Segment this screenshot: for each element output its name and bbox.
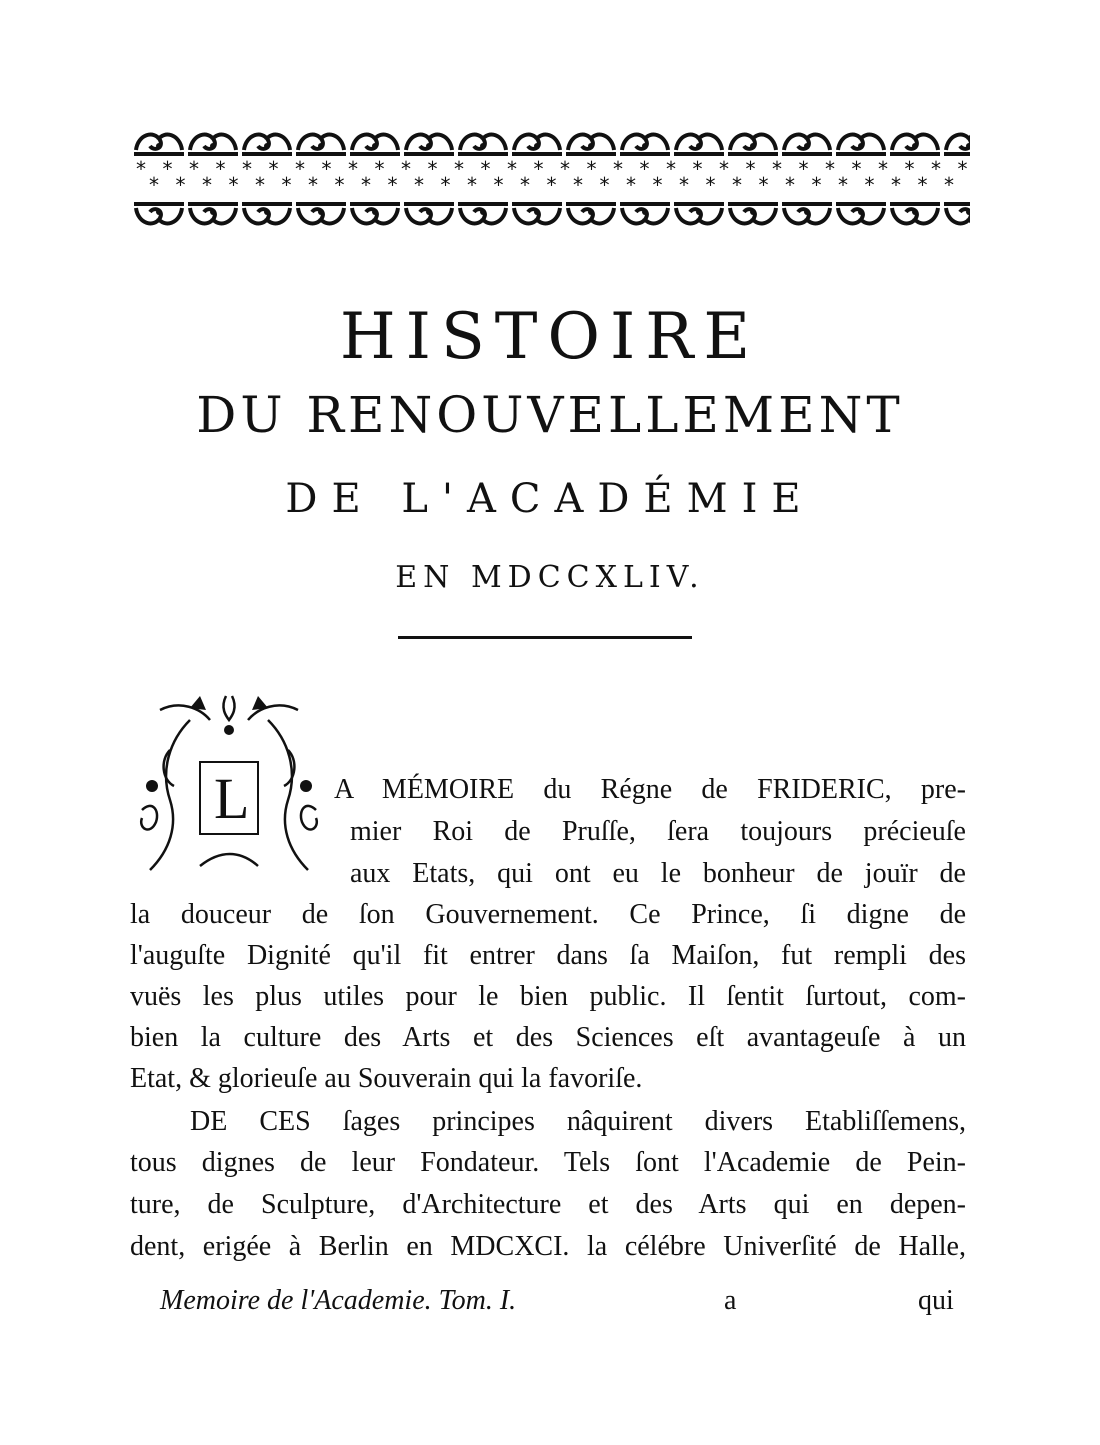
ornament-scroll: [296, 202, 346, 223]
body-line-9: DE CES ſages principes nâquirent divers Etabliſſemens,: [190, 1106, 966, 1137]
ornament-scroll: [296, 135, 346, 156]
ornament-scroll: [566, 202, 616, 223]
ornament-star: *: [891, 173, 901, 196]
body-line-4: la douceur de ſon Gouvernement. Ce Prince, ſi digne de: [130, 899, 966, 930]
ornament-scroll: [836, 135, 886, 156]
signature-mark: a: [724, 1285, 737, 1316]
ornament-star: *: [401, 160, 411, 181]
drop-cap-letter: L: [214, 766, 250, 831]
decorated-initial: [130, 690, 328, 886]
ornament-band-bottom: [132, 198, 970, 232]
ornament-star: *: [811, 173, 822, 196]
ornament-scroll: [836, 202, 886, 223]
ornament-star: *: [493, 173, 504, 196]
ornament-scroll: [458, 202, 508, 223]
ornament-star: *: [189, 160, 199, 181]
ornament-star: *: [586, 160, 597, 181]
ornament-scroll: [674, 202, 724, 223]
ornament-scroll: [890, 135, 940, 156]
body-line-12: dent, erigée à Berlin en MDCXCI. la célébre Univerſité de Halle,: [130, 1231, 966, 1262]
ornament-scroll: [782, 202, 832, 223]
ornament-star: *: [348, 160, 358, 181]
ornament-scroll: [350, 135, 400, 156]
ornament-scroll: [242, 202, 292, 223]
ornament-star: *: [705, 173, 716, 196]
ornament-star: *: [228, 173, 239, 196]
ornament-star: *: [533, 160, 544, 181]
ornament-star: *: [175, 173, 186, 196]
page-title: HISTOIRE: [339, 300, 761, 374]
body-line-1: A MÉMOIRE du Régne de FRIDERIC, pre-: [334, 774, 966, 805]
ornament-star: *: [295, 160, 305, 181]
ornament-star: *: [308, 173, 318, 196]
ornament-scroll: [728, 202, 778, 223]
ornament-star: *: [825, 160, 835, 181]
ornament-star: *: [374, 160, 385, 181]
ornament-star: *: [878, 160, 888, 181]
ornament-star: *: [387, 173, 398, 196]
ornament-star: *: [242, 160, 252, 181]
body-line-5: l'auguſte Dignité qu'il fit entrer dans ſa Maiſon, fut rempli des: [130, 940, 966, 971]
ornament-star: *: [679, 173, 689, 196]
ornament-star: *: [361, 173, 371, 196]
ornament-star: *: [281, 173, 292, 196]
ornament-star: *: [758, 173, 769, 196]
ornament-star: *: [454, 160, 464, 181]
ornament-star: *: [772, 160, 782, 181]
ornament-scroll: [782, 135, 832, 156]
ornament-star: *: [613, 160, 623, 181]
ornament-scroll: [350, 202, 400, 223]
ornament-star: *: [944, 173, 954, 196]
ornament-star: *: [917, 173, 928, 196]
ornament-star: *: [838, 173, 848, 196]
body-line-7: bien la culture des Arts et des Sciences eſt avantageuſe à un: [130, 1022, 966, 1053]
ornament-star: *: [149, 173, 159, 196]
ornament-scroll: [404, 135, 454, 156]
ornament-star: *: [745, 160, 756, 181]
body-line-10: tous dignes de leur Fondateur. Tels ſont l'Academie de Pein-: [130, 1147, 966, 1178]
ornament-scroll: [134, 135, 184, 156]
ornament-scroll: [728, 135, 778, 156]
ornament-star: *: [268, 160, 279, 181]
ornament-star: *: [957, 160, 968, 181]
ornament-scroll: [512, 135, 562, 156]
ornament-star: *: [467, 173, 477, 196]
body-line-2: mier Roi de Pruſſe, ſera toujours précieuſe: [350, 816, 966, 847]
body-line-8: Etat, & glorieuſe au Souverain qui la favoriſe.: [130, 1063, 643, 1094]
ornament-scroll: [404, 202, 454, 223]
page-subtitle: DU RENOUVELLEMENT: [196, 386, 904, 444]
ornament-scroll: [944, 202, 970, 223]
ornament-star: *: [480, 160, 491, 181]
title-rule-divider: [398, 636, 692, 639]
body-line-3: aux Etats, qui ont eu le bonheur de jouïr de: [350, 858, 966, 889]
ornament-star: *: [520, 173, 530, 196]
ornament-scroll: [620, 202, 670, 223]
ornament-scroll: [512, 202, 562, 223]
page-subtitle-academie: DE L'ACADÉMIE: [285, 476, 815, 522]
ornament-star: *: [321, 160, 332, 181]
ornament-star: *: [560, 160, 570, 181]
ornament-star: *: [162, 160, 173, 181]
ornament-scroll: [674, 135, 724, 156]
ornament-star: *: [414, 173, 424, 196]
ornament-scroll: [458, 135, 508, 156]
ornament-star: *: [652, 173, 663, 196]
ornament-scroll: [890, 202, 940, 223]
ornament-star: *: [732, 173, 742, 196]
ornament-band-top: [132, 126, 970, 160]
ornament-star: *: [931, 160, 941, 181]
ornament-star: *: [546, 173, 557, 196]
ornament-scroll: [944, 135, 970, 156]
ornament-star: *: [851, 160, 862, 181]
catchword: qui: [918, 1285, 954, 1316]
ornament-star: *: [626, 173, 636, 196]
ornament-star: *: [255, 173, 265, 196]
ornament-star: *: [440, 173, 451, 196]
page-subtitle-year: EN MDCCXLIV.: [395, 560, 705, 595]
ornament-star: *: [864, 173, 875, 196]
running-footer-title: Memoire de l'Academie. Tom. I.: [160, 1285, 517, 1316]
ornament-star: *: [719, 160, 729, 181]
ornament-star: *: [215, 160, 226, 181]
ornament-star: *: [904, 160, 915, 181]
ornament-star: *: [599, 173, 610, 196]
ornament-star: *: [573, 173, 583, 196]
ornament-scroll: [242, 135, 292, 156]
ornament-star: *: [798, 160, 809, 181]
ornament-scroll: [134, 202, 184, 223]
ornament-star: *: [785, 173, 795, 196]
ornament-star: *: [666, 160, 676, 181]
ornament-star: *: [507, 160, 517, 181]
body-line-6: vuës les plus utiles pour le bien public. Il ſentit ſurtout, com-: [130, 981, 966, 1012]
ornament-star: *: [639, 160, 650, 181]
ornament-star-rows: [132, 160, 970, 196]
ornament-star: *: [692, 160, 703, 181]
ornament-scroll: [620, 135, 670, 156]
body-line-11: ture, de Sculpture, d'Architecture et des Arts qui en depen-: [130, 1189, 966, 1220]
ornament-star: *: [202, 173, 212, 196]
ornament-star: *: [427, 160, 438, 181]
ornament-scroll: [188, 202, 238, 223]
ornament-scroll: [566, 135, 616, 156]
ornament-scroll: [188, 135, 238, 156]
ornament-star: *: [136, 160, 146, 181]
ornament-star: *: [334, 173, 345, 196]
